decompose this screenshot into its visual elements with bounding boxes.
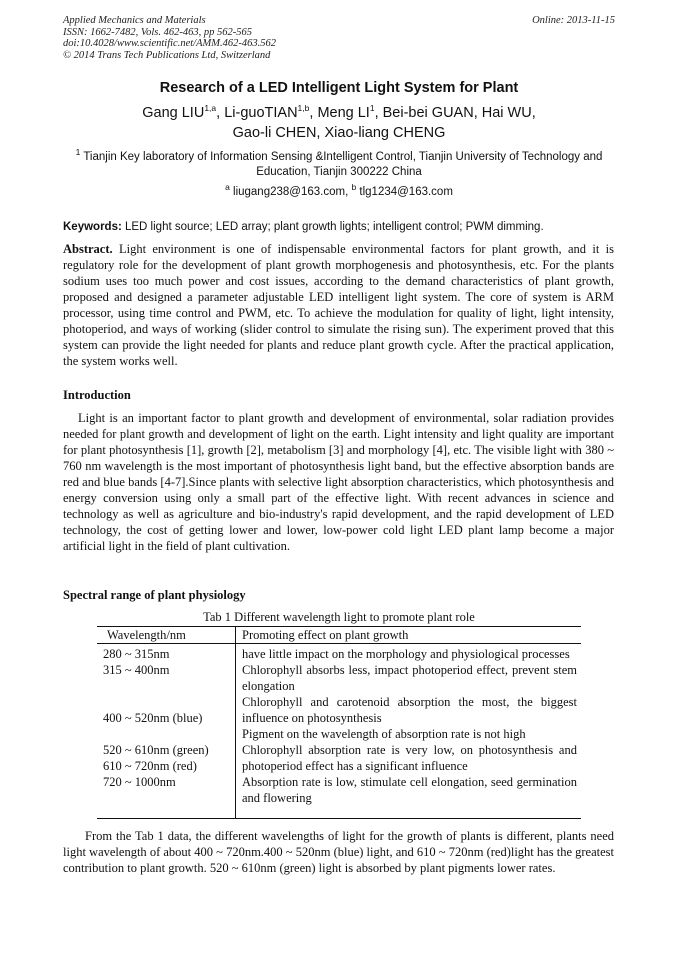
table-cell-wavelength: 315 ~ 400nm — [103, 663, 170, 677]
abstract-text: Light environment is one of indispensable environmental factors for plant growth, and it is regulatory role for the development of plant growth morphogenesis and photosynthesis, etc. For the plants sodium uses too much power and cost issues, according to the demand characteristics of plant growth, proposed and designed a parameter adjustable LED intelligent light system. The core of system is ARM processor, using time control and PWM, etc. To achieve the modulation for quality of light, light intensity, photoperiod, and ways of working (slider control to simulate the rising sun). The experiment proved that this system can provide the light needed for plants and reduce plant growth cycle. After the practical application, the system works well. — [63, 242, 614, 368]
table-cell-wavelength: 400 ~ 520nm (blue) — [103, 711, 203, 725]
table-cell-wavelength: 610 ~ 720nm (red) — [103, 759, 197, 773]
author-sup: 1 — [369, 103, 375, 114]
keywords — [63, 221, 615, 233]
table-cell-effect: have little impact on the morphology and physiological processes — [242, 647, 570, 661]
author-emails: $^a$ liugang238@163.com, $^b$ tlg1234@163.com — [225, 182, 453, 198]
wavelength-column — [97, 644, 236, 818]
abstract-label: Abstract. — [63, 242, 113, 256]
doi: doi:10.4028/www.scientific.net/AMM.462-463.562 — [63, 38, 276, 49]
journal-header — [63, 15, 276, 61]
journal-name: Applied Mechanics and Materials — [63, 15, 206, 26]
author-list — [0, 103, 678, 143]
table-cell-effect: Chlorophyll absorbs less, impact photoperiod effect, prevent stem elongation — [242, 663, 577, 693]
table-cell-effect: Chlorophyll and carotenoid absorption the most, the biggest influence on photosynthesis — [242, 695, 577, 725]
email-a: liugang238@163.com, — [229, 186, 352, 198]
issn: ISSN: 1662-7482, Vols. 462-463, pp 562-565 — [63, 26, 252, 38]
author-name: Bei-bei GUAN — [382, 105, 474, 121]
spectral-heading: Spectral range of plant physiology — [63, 588, 246, 602]
author-name: Gao-li CHEN — [232, 125, 317, 141]
author-name: Hai WU — [481, 105, 532, 121]
abstract — [63, 241, 614, 369]
table-cell-wavelength: 720 ~ 1000nm — [103, 775, 176, 789]
table-header-row — [97, 627, 581, 644]
author-sup: 1,b — [297, 103, 310, 114]
paper-title: Research of a LED Intelligent Light System for Plant — [159, 80, 519, 96]
table-body — [97, 644, 581, 818]
email-b: tlg1234@163.com — [356, 186, 453, 198]
author-sup: 1,a — [204, 103, 217, 114]
table-cell-wavelength: 520 ~ 610nm (green) — [103, 743, 209, 757]
introduction-text: Light is an important factor to plant growth and development of environmental, solar radiation provides needed for plant growth and development of light on the earth. Light intensity and light quality are important for plant photosynthesis [1], growth [2], metabolism [3] and morphology [4], etc. The visible light with 380 ~ 760 nm wavelength is the most important of photosynthesis light band, but the effective absorption bands are red and blue bands [4-7].Since plants with selective light absorption characteristics, which photosynthesis and energy conversion using only a small part of the effective light. With recent advances in science and technology as well as agriculture and bio-industry's rapid development, and the rapid development of LED technology, the cost of getting lower and lower, low-power cold light LED plant lamp become a major artificial light in the field of plant cultivation. — [63, 411, 614, 553]
author-name: Li-guoTIAN — [224, 105, 298, 121]
table-cell-effect: Chlorophyll absorption rate is very low, on photosynthesis and photoperiod effect has a significant influence — [242, 743, 577, 773]
table-header-wavelength: Wavelength/nm — [97, 627, 236, 643]
affiliation: $^1$ Tianjin Key laboratory of Information Sensing &Intelligent Control, Tianjin University of Technology and Education, Tianjin 300222 China — [75, 147, 603, 178]
author-name: Xiao-liang CHENG — [324, 125, 446, 141]
table-cell-effect: Pigment on the wavelength of absorption rate is not high — [242, 727, 526, 741]
table-cell-effect: Absorption rate is low, stimulate cell elongation, seed germination and flowering — [242, 775, 577, 805]
keywords-text: LED light source; LED array; plant growth lights; intelligent control; PWM dimming. — [121, 221, 544, 233]
table-cell-wavelength: 280 ~ 315nm — [103, 647, 170, 661]
table-caption: Tab 1 Different wavelength light to promote plant role — [203, 610, 475, 624]
table-discussion-text: From the Tab 1 data, the different wavelengths of light for the growth of plants is different, plants need light wavelength of about 400 ~ 720nm.400 ~ 520nm (blue) light, and 610 ~ 720nm (red)light has the greatest contribution to plant growth. 520 ~ 610nm (green) light is absorbed by plant pigments lower rates. — [63, 829, 614, 875]
online-date: Online: 2013-11-15 — [532, 15, 615, 26]
author-line-2: Gao-li CHEN, Xiao-liang CHENG — [232, 125, 446, 141]
author-name: Meng LI — [317, 105, 370, 121]
introduction-heading: Introduction — [63, 388, 131, 402]
copyright: © 2014 Trans Tech Publications Ltd, Switzerland — [63, 49, 271, 61]
table-header-effect: Promoting effect on plant growth — [242, 628, 409, 642]
author-name: Gang LIU — [142, 105, 205, 121]
keywords-label: Keywords: — [63, 221, 122, 233]
author-line-1: Gang LIU$^{1,a}$, Li-guoTIAN$^{1,b}$, Meng $LI^1$, Bei-bei GUAN, Hai WU, — [142, 103, 536, 121]
wavelength-table — [97, 626, 581, 819]
effect-column — [236, 644, 581, 818]
